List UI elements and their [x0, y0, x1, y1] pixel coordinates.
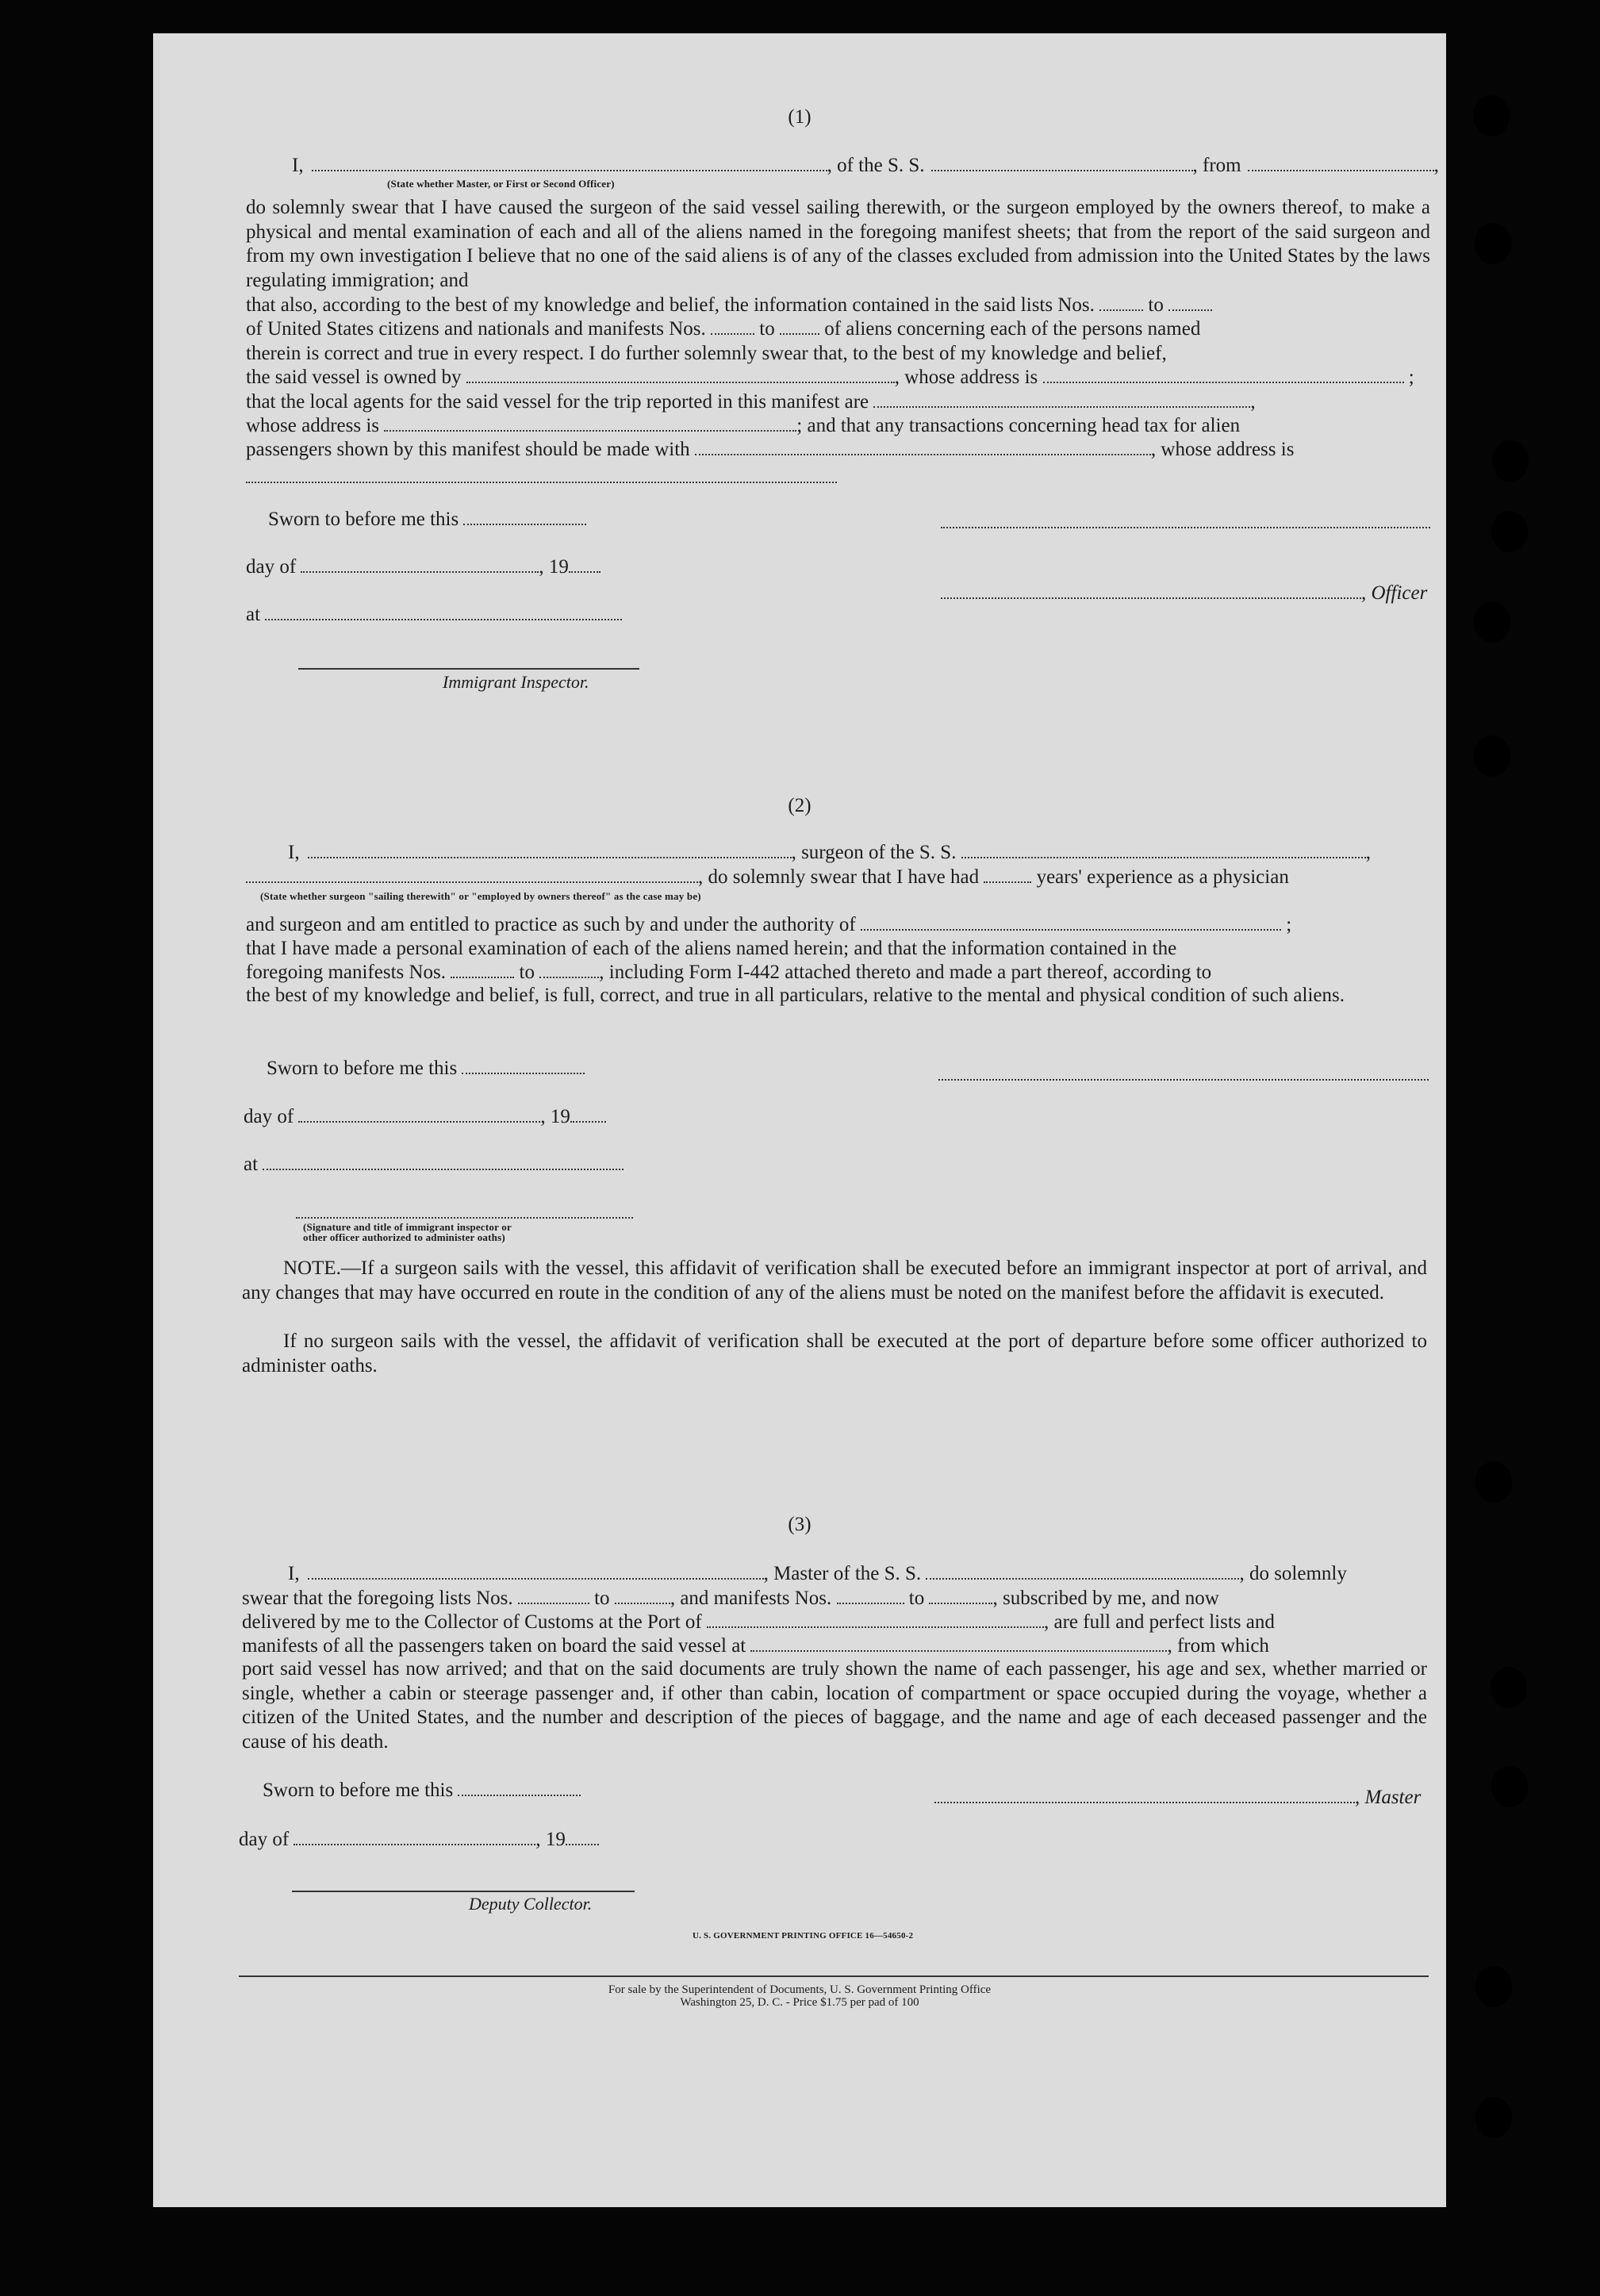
- s3-line1: I, , Master of the S. S. , do solemnly: [288, 1563, 1347, 1584]
- s1-officer-note: (State whether Master, or First or Second Officer): [387, 178, 615, 190]
- s2-surgeon-note: (State whether surgeon "sailing therewith" or "employed by owners thereof" as the case may be): [260, 890, 701, 902]
- s3-collector-signature-line: [292, 1891, 635, 1892]
- s1-day-of: day of , 19: [246, 555, 600, 579]
- form-sheet: [153, 33, 1446, 2207]
- s1-line-lists: that also, according to the best of my knowledge and belief, the information contained in the said lists Nos. to: [246, 293, 1212, 317]
- section-1-number: (1): [788, 106, 812, 128]
- binder-hole: [1475, 2097, 1512, 2138]
- gpo-imprint: U. S. GOVERNMENT PRINTING OFFICE 16—54650-2: [693, 1931, 914, 1941]
- s2-at: at: [244, 1152, 624, 1177]
- s3-line3: delivered by me to the Collector of Customs at the Port of , are full and perfect lists and: [242, 1611, 1275, 1633]
- s2-line1: I, , surgeon of the S. S. ,: [288, 842, 1371, 863]
- s3-day-of: day of , 19: [239, 1827, 599, 1852]
- sale-line-2: Washington 25, D. C. - Price $1.75 per pad of 100: [680, 1996, 919, 2009]
- binder-hole: [1492, 440, 1529, 482]
- s1-body: do solemnly swear that I have caused the surgeon of the said vessel sailing therewith, or the surgeon employed by the owners thereof, to make a physical and mental examination of each and all of the aliens named in the foregoing manifest sheets; that from the report of the said surgeon and from my own investigation I believe that no one of the said aliens is of any of the classes excluded from admission into the United States by the laws regulating immigration; and: [246, 197, 1430, 291]
- s2-sig-note-2: other officer authorized to administer oaths): [303, 1231, 505, 1243]
- s1-inspector-label: Immigrant Inspector.: [443, 672, 589, 692]
- s1-line-us: of United States citizens and nationals and manifests Nos. to of aliens concerning each of the persons named: [246, 318, 1201, 340]
- s1-line-passengers: passengers shown by this manifest should be made with , whose address is: [246, 439, 1295, 460]
- s3-line2: swear that the foregoing lists Nos. to , and manifests Nos. to , subscribed by me, and now: [242, 1588, 1219, 1609]
- s1-continuation-line: [246, 482, 837, 483]
- s3-line4: manifests of all the passengers taken on board the said vessel at , from which: [242, 1635, 1269, 1657]
- s1-line-owned: the said vessel is owned by , whose address is ;: [246, 367, 1414, 388]
- s2-line2: , do solemnly swear that I have had years' experience as a physician: [246, 865, 1289, 889]
- binder-hole: [1475, 1966, 1512, 2007]
- s3-sworn: Sworn to before me this: [263, 1778, 581, 1803]
- s2-day-of: day of , 19: [244, 1104, 606, 1129]
- s2-sworn: Sworn to before me this: [267, 1056, 585, 1081]
- binder-hole: [1491, 1766, 1528, 1807]
- section-2-number: (2): [788, 795, 812, 816]
- s1-officer: , Officer: [941, 581, 1427, 605]
- s2-inspector-signature-line: [296, 1217, 633, 1219]
- binder-hole: [1474, 601, 1510, 643]
- binder-hole: [1491, 1667, 1527, 1708]
- s1-sworn: Sworn to before me this: [268, 507, 586, 532]
- binder-hole: [1474, 735, 1510, 777]
- s2-surgeon-signature-line: [938, 1079, 1429, 1081]
- s1-line-addr: whose address is ; and that any transactions concerning head tax for alien: [246, 415, 1241, 436]
- s2-line6: the best of my knowledge and belief, is full, correct, and true in all particulars, relative to the mental and physical condition of such aliens.: [246, 985, 1345, 1006]
- s2-line5: foregoing manifests Nos. to , including Form I-442 attached thereto and made a part thereof, according to: [246, 962, 1212, 983]
- binder-hole: [1491, 511, 1528, 552]
- binder-hole: [1475, 1461, 1512, 1503]
- s2-sig-note-1: (Signature and title of immigrant inspector or: [303, 1221, 512, 1233]
- sale-line-1: For sale by the Superintendent of Documents, U. S. Government Printing Office: [608, 1983, 992, 1996]
- s2-note-1: NOTE.—If a surgeon sails with the vessel, this affidavit of verification shall be executed before an immigrant inspector at port of arrival, and any changes that may have occurred en route in the condition of any of the aliens must be noted on the manifest before the affidavit is executed.: [242, 1257, 1427, 1303]
- s1-line-agents: that the local agents for the said vessel for the trip reported in this manifest are ,: [246, 391, 1256, 413]
- s2-note-2: If no surgeon sails with the vessel, the affidavit of verification shall be executed at the port of departure before some officer authorized to administer oaths.: [242, 1330, 1427, 1376]
- binder-hole: [1475, 223, 1511, 264]
- s1-at: at: [246, 602, 622, 627]
- s3-collector-label: Deputy Collector.: [469, 1894, 593, 1914]
- s1-inspector-signature-line: [298, 668, 639, 670]
- s1-line1: I, , of the S. S. , from ,: [292, 155, 1439, 176]
- s2-line3: and surgeon and am entitled to practice as such by and under the authority of ;: [246, 914, 1292, 935]
- footer-rule: [239, 1975, 1429, 1977]
- s2-line4: that I have made a personal examination of each of the aliens named herein; and that the information contained in the: [246, 938, 1177, 959]
- s1-line-correct: therein is correct and true in every respect. I do further solemnly swear that, to the best of my knowledge and belief,: [246, 343, 1167, 364]
- s1-officer-signature-line: [941, 527, 1430, 528]
- s3-master: , Master: [934, 1785, 1421, 1810]
- binder-hole: [1473, 95, 1510, 136]
- section-3-number: (3): [788, 1514, 812, 1535]
- s3-body: port said vessel has now arrived; and that on the said documents are truly shown the name of each passenger, his age and sex, whether married or single, whether a cabin or steerage passenger and, if other than cabin, location of compartment or space occupied during the voyage, whether a citizen of the United States, and the number and description of the pieces of baggage, and the name and age of each deceased passenger and the cause of his death.: [242, 1658, 1427, 1753]
